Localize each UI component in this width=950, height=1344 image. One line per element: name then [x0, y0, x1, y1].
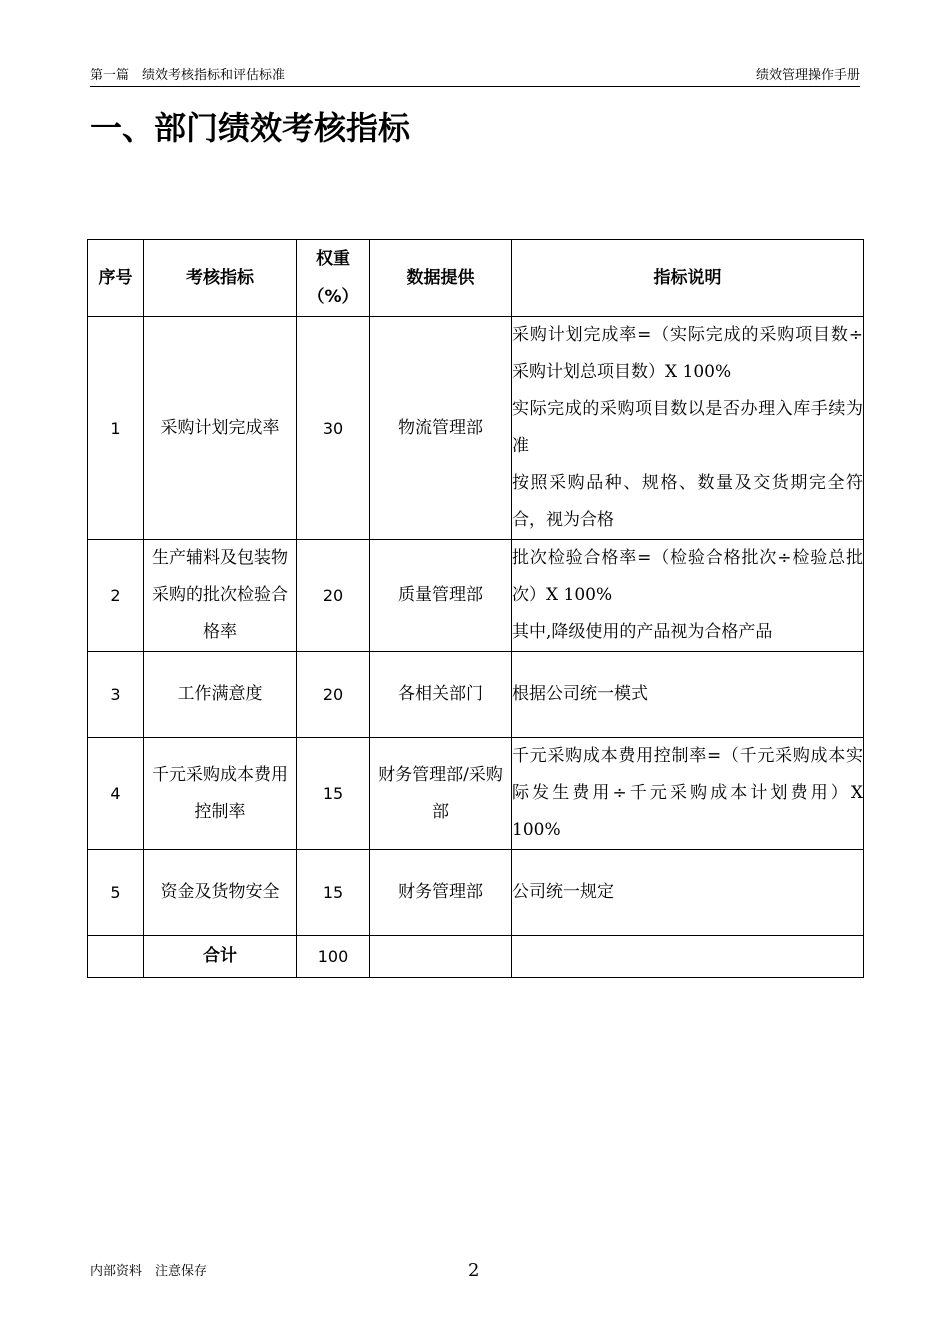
table-row	[88, 540, 864, 652]
row-description	[512, 540, 864, 652]
col-header-provider: 数据提供	[370, 240, 512, 317]
row-indicator: 千元采购成本费用控制率	[144, 738, 297, 850]
table-row	[88, 317, 864, 540]
description-line: 根据公司统一模式	[512, 684, 648, 704]
total-label: 合计	[144, 936, 297, 978]
row-weight: 15	[297, 738, 370, 850]
page-header	[90, 66, 860, 87]
page-number: 2	[468, 1260, 480, 1281]
description-line: 批次检验合格率=（检验合格批次÷检验总批次）X 100%	[512, 548, 863, 605]
col-header-description: 指标说明	[512, 240, 864, 317]
description-line: 按照采购品种、规格、数量及交货期完全符合，视为合格	[512, 473, 863, 530]
header-chapter: 第一篇 绩效考核指标和评估标准	[90, 68, 286, 83]
row-seq: 5	[88, 850, 144, 936]
total-provider-empty	[370, 936, 512, 978]
row-weight: 15	[297, 850, 370, 936]
row-weight: 20	[297, 540, 370, 652]
row-seq: 3	[88, 652, 144, 738]
table-row	[88, 652, 864, 738]
row-description	[512, 652, 864, 738]
table-header-row	[88, 240, 864, 317]
kpi-table	[87, 239, 864, 978]
row-seq: 4	[88, 738, 144, 850]
row-seq: 2	[88, 540, 144, 652]
col-header-weight-line1: 权重	[316, 249, 350, 269]
row-description	[512, 850, 864, 936]
col-header-indicator: 考核指标	[144, 240, 297, 317]
row-provider: 各相关部门	[370, 652, 512, 738]
row-indicator: 资金及货物安全	[144, 850, 297, 936]
total-description-empty	[512, 936, 864, 978]
col-header-weight-line2: （%）	[307, 287, 359, 307]
row-weight: 30	[297, 317, 370, 540]
description-line: 采购计划完成率=（实际完成的采购项目数÷采购计划总项目数）X 100%	[512, 325, 863, 382]
total-weight: 100	[297, 936, 370, 978]
description-line: 实际完成的采购项目数以是否办理入库手续为准	[512, 399, 863, 456]
description-line: 公司统一规定	[512, 882, 614, 902]
row-description	[512, 317, 864, 540]
description-line: 千元采购成本费用控制率=（千元采购成本实际发生费用÷千元采购成本计划费用）X 100%	[512, 746, 863, 840]
row-provider: 质量管理部	[370, 540, 512, 652]
row-indicator: 工作满意度	[144, 652, 297, 738]
row-indicator: 采购计划完成率	[144, 317, 297, 540]
table-row	[88, 850, 864, 936]
row-provider: 物流管理部	[370, 317, 512, 540]
description-line: 其中,降级使用的产品视为合格产品	[512, 622, 773, 642]
page-title: 一、部门绩效考核指标	[90, 109, 411, 147]
col-header-weight	[297, 240, 370, 317]
row-description	[512, 738, 864, 850]
table-row	[88, 738, 864, 850]
table-total-row	[88, 936, 864, 978]
col-header-seq: 序号	[88, 240, 144, 317]
footer-note: 内部资料 注意保存	[90, 1264, 208, 1279]
header-manual-title: 绩效管理操作手册	[755, 68, 860, 83]
row-indicator: 生产辅料及包装物采购的批次检验合格率	[144, 540, 297, 652]
row-provider: 财务管理部	[370, 850, 512, 936]
total-seq-empty	[88, 936, 144, 978]
row-seq: 1	[88, 317, 144, 540]
row-weight: 20	[297, 652, 370, 738]
row-provider: 财务管理部/采购部	[370, 738, 512, 850]
